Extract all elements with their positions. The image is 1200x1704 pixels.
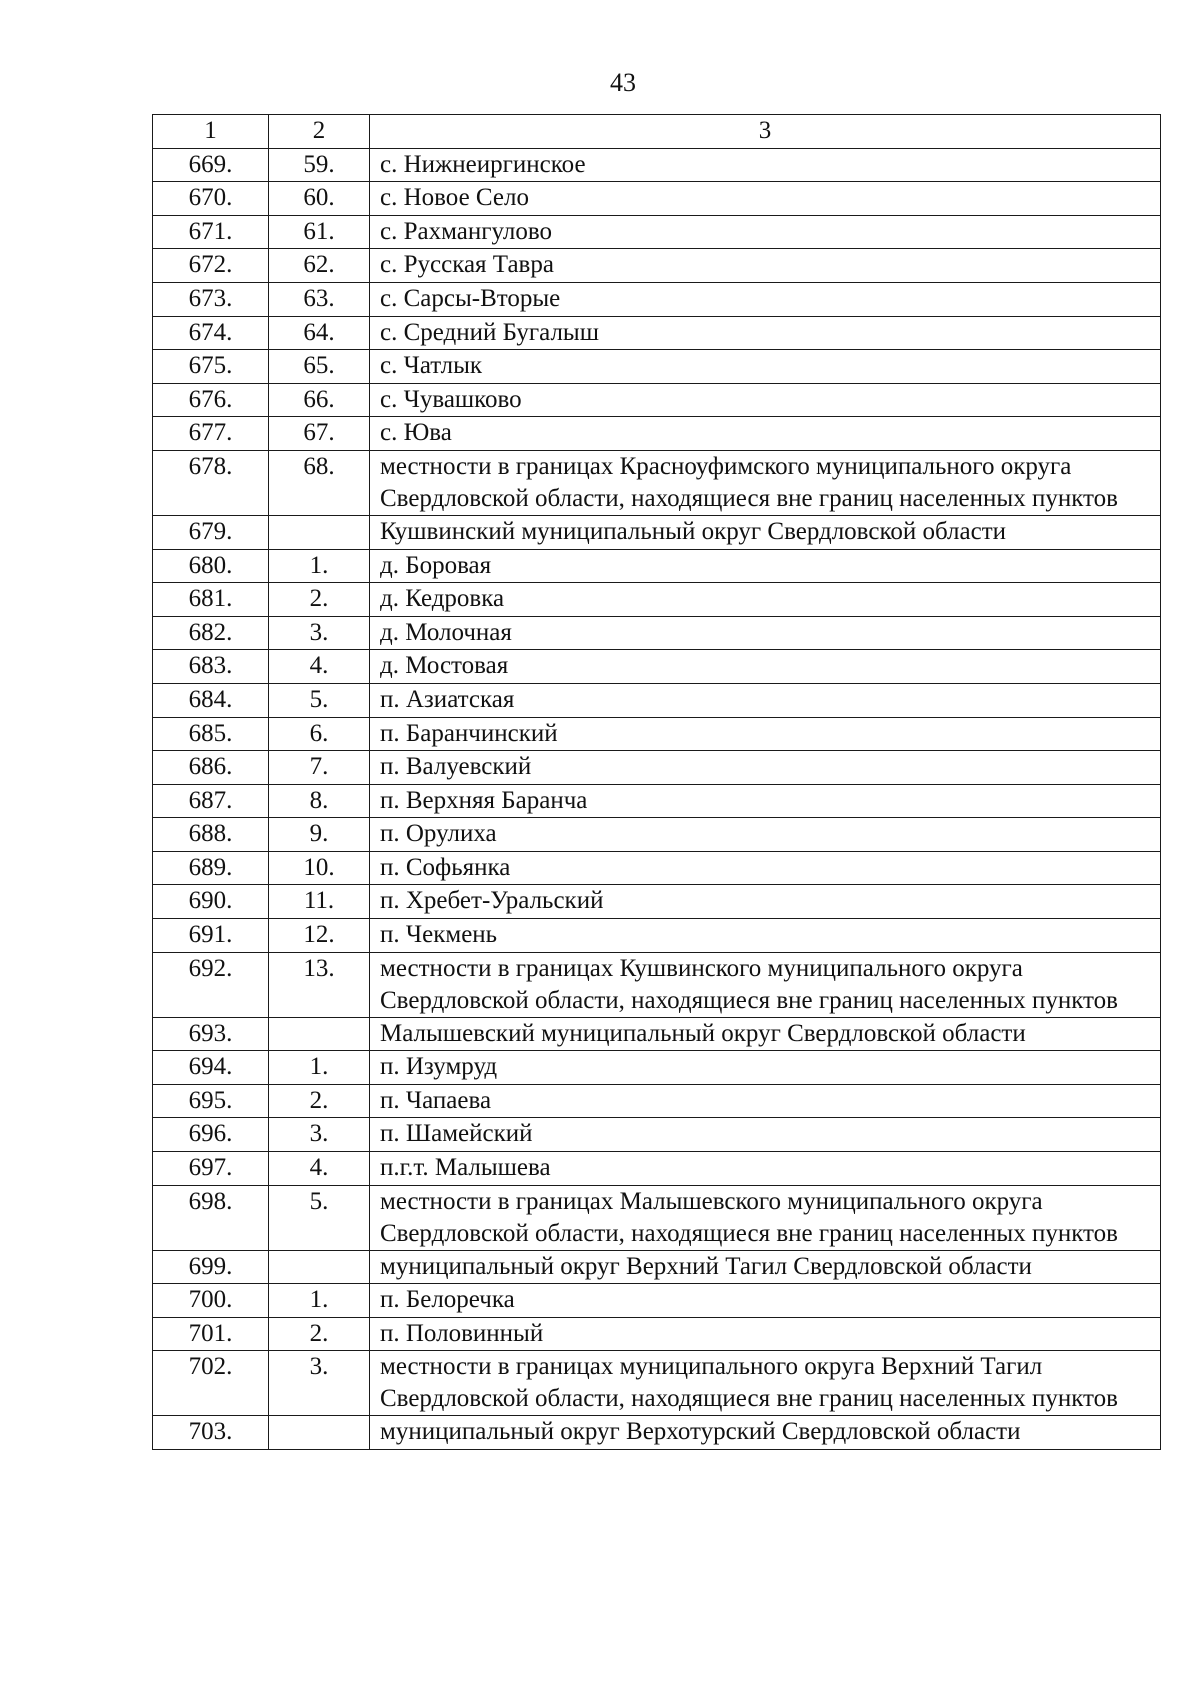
sub-number-cell: 8. xyxy=(269,784,370,818)
table-row xyxy=(153,515,1161,549)
settlement-name-cell: п. Чапаева xyxy=(370,1084,1161,1118)
table-row xyxy=(153,1250,1161,1284)
header-col-1: 1 xyxy=(153,115,269,149)
settlement-name-cell: п. Софьянка xyxy=(370,851,1161,885)
row-number-cell: 702. xyxy=(153,1351,269,1416)
sub-number-cell: 3. xyxy=(269,616,370,650)
settlement-name-cell: местности в границах муниципального округа Верхний Тагил Свердловской области, находящиеся вне границ населенных пунктов xyxy=(370,1351,1161,1416)
sub-number-cell xyxy=(269,1017,370,1051)
row-number-cell: 684. xyxy=(153,683,269,717)
sub-number-cell: 11. xyxy=(269,885,370,919)
table-row xyxy=(153,717,1161,751)
row-number-cell: 680. xyxy=(153,549,269,583)
sub-number-cell: 62. xyxy=(269,249,370,283)
table-row xyxy=(153,885,1161,919)
sub-number-cell xyxy=(269,1416,370,1450)
table-row xyxy=(153,1284,1161,1318)
row-number-cell: 681. xyxy=(153,583,269,617)
settlement-name-cell: п.г.т. Малышева xyxy=(370,1152,1161,1186)
table-header-row xyxy=(153,115,1161,149)
settlement-name-cell: п. Орулиха xyxy=(370,818,1161,852)
row-number-cell: 670. xyxy=(153,182,269,216)
table-row xyxy=(153,952,1161,1017)
table-body xyxy=(153,148,1161,1449)
header-col-2: 2 xyxy=(269,115,370,149)
table-row xyxy=(153,148,1161,182)
row-number-cell: 696. xyxy=(153,1118,269,1152)
settlement-name-cell: Кушвинский муниципальный округ Свердловской области xyxy=(370,515,1161,549)
sub-number-cell: 7. xyxy=(269,751,370,785)
row-number-cell: 698. xyxy=(153,1185,269,1250)
sub-number-cell: 2. xyxy=(269,1317,370,1351)
settlement-name-cell: п. Половинный xyxy=(370,1317,1161,1351)
sub-number-cell: 64. xyxy=(269,316,370,350)
settlement-name-cell: п. Чекмень xyxy=(370,919,1161,953)
row-number-cell: 700. xyxy=(153,1284,269,1318)
sub-number-cell: 3. xyxy=(269,1118,370,1152)
table-row xyxy=(153,583,1161,617)
settlement-name-cell: Малышевский муниципальный округ Свердловской области xyxy=(370,1017,1161,1051)
sub-number-cell: 3. xyxy=(269,1351,370,1416)
settlement-name-cell: п. Хребет-Уральский xyxy=(370,885,1161,919)
settlement-name-cell: с. Рахмангулово xyxy=(370,215,1161,249)
settlements-table xyxy=(152,114,1161,1450)
table-row xyxy=(153,316,1161,350)
sub-number-cell: 63. xyxy=(269,282,370,316)
row-number-cell: 687. xyxy=(153,784,269,818)
settlement-name-cell: местности в границах Красноуфимского муниципального округа Свердловской области, находящиеся вне границ населенных пунктов xyxy=(370,450,1161,515)
table-row xyxy=(153,683,1161,717)
settlement-name-cell: п. Верхняя Баранча xyxy=(370,784,1161,818)
row-number-cell: 697. xyxy=(153,1152,269,1186)
sub-number-cell: 12. xyxy=(269,919,370,953)
sub-number-cell: 60. xyxy=(269,182,370,216)
row-number-cell: 673. xyxy=(153,282,269,316)
sub-number-cell: 67. xyxy=(269,417,370,451)
sub-number-cell: 1. xyxy=(269,1051,370,1085)
sub-number-cell: 2. xyxy=(269,583,370,617)
sub-number-cell: 5. xyxy=(269,1185,370,1250)
settlement-name-cell: п. Изумруд xyxy=(370,1051,1161,1085)
table-row xyxy=(153,1017,1161,1051)
settlement-name-cell: п. Белоречка xyxy=(370,1284,1161,1318)
settlement-name-cell: с. Средний Бугалыш xyxy=(370,316,1161,350)
row-number-cell: 672. xyxy=(153,249,269,283)
sub-number-cell: 61. xyxy=(269,215,370,249)
row-number-cell: 678. xyxy=(153,450,269,515)
table-row xyxy=(153,215,1161,249)
settlement-name-cell: с. Чувашково xyxy=(370,383,1161,417)
sub-number-cell: 13. xyxy=(269,952,370,1017)
table-row xyxy=(153,1317,1161,1351)
sub-number-cell: 10. xyxy=(269,851,370,885)
settlement-name-cell: местности в границах Кушвинского муниципального округа Свердловской области, находящиеся вне границ населенных пунктов xyxy=(370,952,1161,1017)
settlement-name-cell: с. Нижнеиргинское xyxy=(370,148,1161,182)
table-row xyxy=(153,751,1161,785)
settlement-name-cell: с. Сарсы-Вторые xyxy=(370,282,1161,316)
sub-number-cell xyxy=(269,515,370,549)
table-row xyxy=(153,350,1161,384)
table-row xyxy=(153,616,1161,650)
row-number-cell: 671. xyxy=(153,215,269,249)
row-number-cell: 675. xyxy=(153,350,269,384)
sub-number-cell: 1. xyxy=(269,549,370,583)
settlement-name-cell: п. Валуевский xyxy=(370,751,1161,785)
settlement-name-cell: с. Чатлык xyxy=(370,350,1161,384)
table-row xyxy=(153,1152,1161,1186)
row-number-cell: 685. xyxy=(153,717,269,751)
sub-number-cell xyxy=(269,1250,370,1284)
table-row xyxy=(153,650,1161,684)
table-row xyxy=(153,784,1161,818)
row-number-cell: 699. xyxy=(153,1250,269,1284)
table-row xyxy=(153,1416,1161,1450)
sub-number-cell: 9. xyxy=(269,818,370,852)
row-number-cell: 691. xyxy=(153,919,269,953)
settlement-name-cell: муниципальный округ Верхотурский Свердловской области xyxy=(370,1416,1161,1450)
settlement-name-cell: п. Баранчинский xyxy=(370,717,1161,751)
row-number-cell: 682. xyxy=(153,616,269,650)
sub-number-cell: 4. xyxy=(269,650,370,684)
row-number-cell: 693. xyxy=(153,1017,269,1051)
settlement-name-cell: п. Шамейский xyxy=(370,1118,1161,1152)
row-number-cell: 683. xyxy=(153,650,269,684)
row-number-cell: 674. xyxy=(153,316,269,350)
sub-number-cell: 66. xyxy=(269,383,370,417)
sub-number-cell: 2. xyxy=(269,1084,370,1118)
sub-number-cell: 65. xyxy=(269,350,370,384)
settlement-name-cell: д. Боровая xyxy=(370,549,1161,583)
sub-number-cell: 6. xyxy=(269,717,370,751)
page-number: 43 xyxy=(610,68,636,97)
settlement-name-cell: с. Юва xyxy=(370,417,1161,451)
row-number-cell: 692. xyxy=(153,952,269,1017)
header-col-3: 3 xyxy=(370,115,1161,149)
table-row xyxy=(153,1084,1161,1118)
table-row xyxy=(153,417,1161,451)
table-row xyxy=(153,1185,1161,1250)
table-row xyxy=(153,282,1161,316)
settlement-name-cell: с. Русская Тавра xyxy=(370,249,1161,283)
settlement-name-cell: д. Молочная xyxy=(370,616,1161,650)
table-row xyxy=(153,383,1161,417)
sub-number-cell: 5. xyxy=(269,683,370,717)
row-number-cell: 689. xyxy=(153,851,269,885)
settlement-name-cell: муниципальный округ Верхний Тагил Свердловской области xyxy=(370,1250,1161,1284)
table-row xyxy=(153,851,1161,885)
sub-number-cell: 4. xyxy=(269,1152,370,1186)
row-number-cell: 695. xyxy=(153,1084,269,1118)
row-number-cell: 677. xyxy=(153,417,269,451)
settlement-name-cell: местности в границах Малышевского муниципального округа Свердловской области, находящиеся вне границ населенных пунктов xyxy=(370,1185,1161,1250)
table-row xyxy=(153,1351,1161,1416)
table-row xyxy=(153,549,1161,583)
sub-number-cell: 59. xyxy=(269,148,370,182)
table-row xyxy=(153,1051,1161,1085)
table-row xyxy=(153,182,1161,216)
row-number-cell: 686. xyxy=(153,751,269,785)
row-number-cell: 703. xyxy=(153,1416,269,1450)
row-number-cell: 694. xyxy=(153,1051,269,1085)
row-number-cell: 690. xyxy=(153,885,269,919)
row-number-cell: 688. xyxy=(153,818,269,852)
row-number-cell: 676. xyxy=(153,383,269,417)
table-row xyxy=(153,450,1161,515)
settlement-name-cell: с. Новое Село xyxy=(370,182,1161,216)
settlement-name-cell: д. Мостовая xyxy=(370,650,1161,684)
row-number-cell: 669. xyxy=(153,148,269,182)
table-row xyxy=(153,919,1161,953)
sub-number-cell: 68. xyxy=(269,450,370,515)
sub-number-cell: 1. xyxy=(269,1284,370,1318)
settlement-name-cell: д. Кедровка xyxy=(370,583,1161,617)
table-row xyxy=(153,818,1161,852)
row-number-cell: 701. xyxy=(153,1317,269,1351)
table-row xyxy=(153,1118,1161,1152)
settlement-name-cell: п. Азиатская xyxy=(370,683,1161,717)
table-row xyxy=(153,249,1161,283)
row-number-cell: 679. xyxy=(153,515,269,549)
